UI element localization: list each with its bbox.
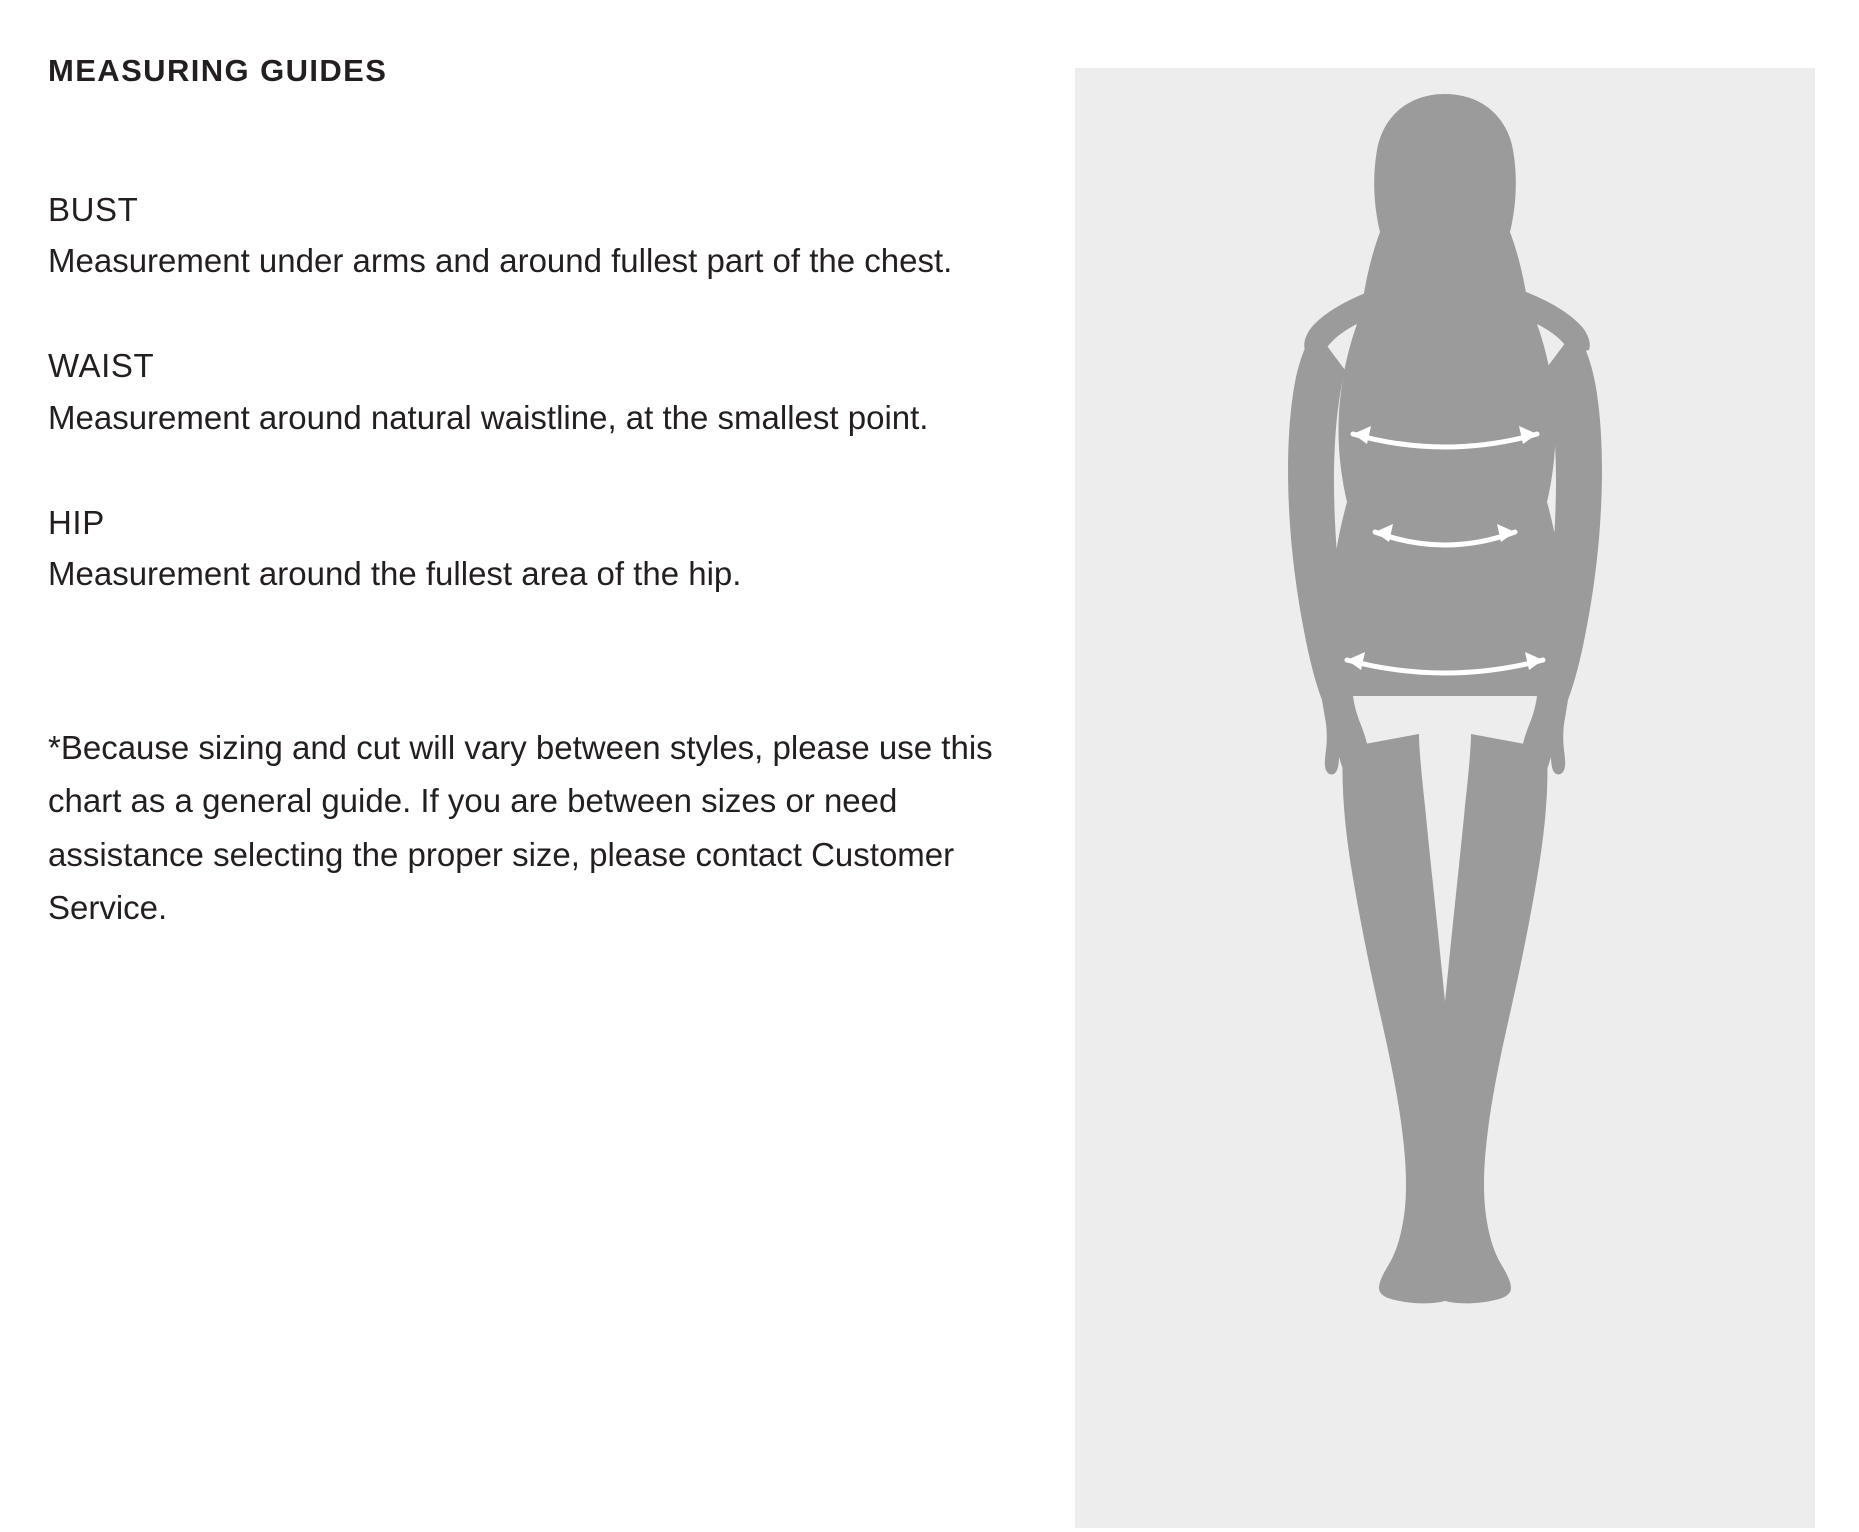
guide-term-waist: WAIST: [48, 347, 155, 385]
guide-term-hip: HIP: [48, 503, 105, 541]
measuring-guide-text-column: [48, 54, 1028, 968]
guide-description-waist: Measurement around natural waistline, at the smallest point.: [48, 398, 929, 436]
guide-description-hip: Measurement around the fullest area of the hip.: [48, 554, 742, 592]
guide-entry-bust: [48, 184, 1028, 286]
guide-description-bust: Measurement under arms and around fullest part of the chest.: [48, 242, 953, 280]
sizing-disclaimer-note: *Because sizing and cut will vary between styles, please use this chart as a general guide. If you are between sizes or need assistance selecting the proper size, please contact Customer Service.: [48, 728, 993, 927]
guide-entry-hip: [48, 497, 1028, 599]
female-body-diagram-icon: [1075, 68, 1815, 1528]
guide-entry-waist: [48, 340, 1028, 442]
guide-term-bust: BUST: [48, 191, 139, 229]
body-figure-panel: [1075, 68, 1815, 1528]
page-title: MEASURING GUIDES: [48, 53, 388, 88]
